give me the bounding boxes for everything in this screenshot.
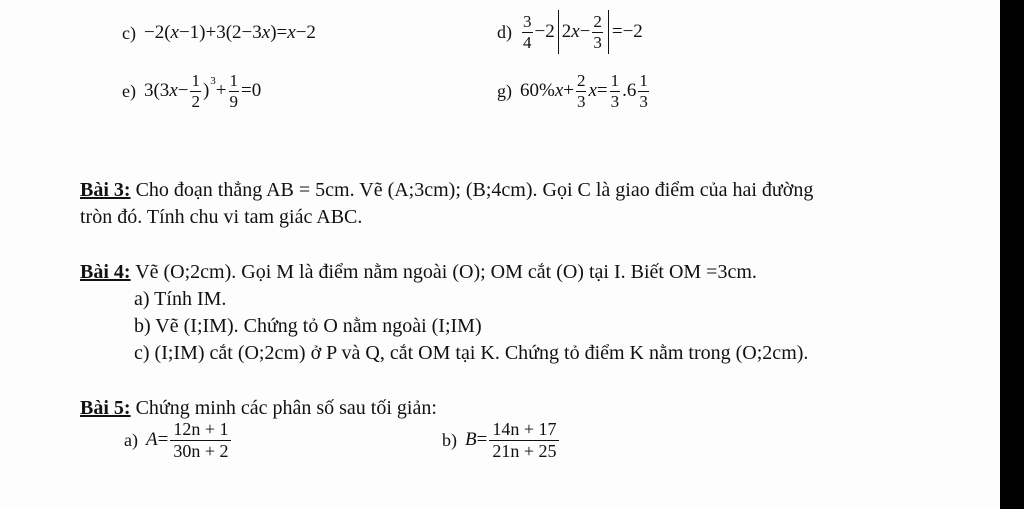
exercise-e-plus: + [215, 80, 227, 102]
bai5-line1 [80, 396, 437, 421]
exercise-c-pre: −2( [143, 22, 171, 43]
bai5-a-frac [170, 420, 231, 461]
exercise-c-x1: x [170, 22, 179, 43]
bai5-b-eq: = [476, 429, 488, 451]
exercise-e-close: ) [202, 80, 210, 102]
bai5-a-eq: = [157, 429, 169, 451]
exercise-g-mixed [622, 72, 651, 111]
exercise-g-frac2-num: 1 [610, 71, 620, 90]
exercise-g [497, 72, 651, 111]
exercise-d-x: x [571, 21, 580, 42]
bai4-item-b: b) Vẽ (I;IM). Chứng tỏ O nằm ngoài (I;IM) [134, 315, 482, 337]
exercise-g-frac1 [576, 72, 587, 111]
bai5-text1: Chứng minh các phân số sau tối giản: [130, 397, 437, 419]
bai5-b-label: b) [442, 429, 457, 450]
exercise-c-label: c) [122, 22, 136, 43]
exercise-e-frac1 [190, 72, 201, 111]
exercise-e-label: e) [122, 80, 136, 101]
exercise-d-inner-pre: 2 [561, 21, 572, 42]
exercise-g-frac2 [610, 72, 621, 111]
exercise-d-frac1-den: 4 [523, 32, 532, 52]
exercise-d [497, 10, 643, 54]
bai5-a-num: 12n + 1 [170, 420, 231, 441]
exercise-g-frac3-num: 1 [639, 71, 648, 90]
exercise-e-exp: 3 [210, 75, 216, 88]
exercise-c-x3: x [287, 22, 296, 43]
exercise-d-frac2 [592, 13, 603, 52]
abs-bar-left [558, 10, 559, 54]
exercise-c-mid1: −1)+3(2−3 [178, 22, 262, 43]
exercise-g-pre: 60% [520, 80, 555, 102]
bai4-text1: Vẽ (O;2cm). Gọi M là điểm nằm ngoài (O); OM cắt (O) tại I. Biết OM =3cm. [130, 261, 757, 283]
exercise-d-frac1-num: 3 [523, 11, 532, 31]
exercise-e-minus: − [177, 80, 189, 102]
bai3-title: Bài 3: [80, 179, 131, 201]
exercise-g-x1: x [554, 80, 564, 102]
bai3-line2: tròn đó. Tính chu vi tam giác ABC. [80, 206, 363, 228]
bai4-line1 [80, 260, 757, 285]
bai3-text1: Cho đoạn thẳng AB = 5cm. Vẽ (A;3cm); (B;4cm). Gọi C là giao điểm của hai đường [130, 179, 814, 201]
abs-bar-right [608, 10, 609, 54]
exercise-e-x: x [169, 80, 178, 102]
exercise-g-frac2-den: 3 [610, 91, 620, 111]
exercise-d-inner-minus: − [579, 21, 591, 42]
exercise-d-rhs: =−2 [611, 21, 643, 42]
exercise-e-frac2-num: 1 [229, 71, 239, 90]
exercise-g-frac1-num: 2 [576, 71, 586, 90]
exercise-c-mid2: )= [270, 22, 288, 43]
exercise-g-frac3-den: 3 [639, 91, 648, 111]
bai5-b-num: 14n + 17 [489, 420, 559, 441]
bai4-title: Bài 4: [80, 261, 131, 283]
exercise-g-label: g) [497, 80, 512, 101]
exercise-e [122, 72, 261, 111]
bai5-a [124, 420, 233, 461]
bai5-a-var: A [145, 429, 158, 451]
bai5-b [442, 420, 561, 461]
exercise-g-dot: .6 [622, 80, 637, 102]
bai5-a-den: 30n + 2 [173, 440, 229, 461]
exercise-e-frac1-num: 1 [191, 71, 200, 90]
bai5-a-label: a) [124, 429, 138, 450]
exercise-d-frac2-den: 3 [593, 32, 602, 52]
exercise-g-frac3 [638, 72, 649, 111]
exercise-d-label: d) [497, 21, 512, 42]
exercise-e-rhs: =0 [241, 80, 262, 102]
exercise-e-frac2 [229, 72, 240, 111]
bai5-b-var: B [465, 429, 477, 451]
exercise-d-minus2: −2 [534, 21, 555, 42]
exercise-g-x2: x [588, 80, 597, 102]
exercise-e-frac1-den: 2 [191, 91, 200, 111]
bai5-title: Bài 5: [80, 397, 131, 419]
bai4-item-a: a) Tính IM. [134, 288, 227, 310]
exercise-g-eq: = [596, 80, 608, 102]
exercise-c-x2: x [261, 22, 271, 43]
exercise-c-post: −2 [295, 22, 316, 43]
bai5-b-den: 21n + 25 [492, 440, 557, 461]
exercise-e-frac2-den: 9 [229, 91, 239, 111]
bai3-line1 [80, 178, 813, 203]
exercise-e-pre: 3(3 [143, 80, 170, 102]
exercise-c [122, 22, 316, 44]
bai4-item-c: c) (I;IM) cắt (O;2cm) ở P và Q, cắt OM tại K. Chứng tỏ điểm K nằm trong (O;2cm). [134, 342, 809, 364]
exercise-d-frac2-num: 2 [593, 11, 602, 31]
exercise-d-frac1 [522, 13, 533, 52]
bai5-b-frac [489, 420, 559, 461]
exercise-g-frac1-den: 3 [576, 91, 586, 111]
exercise-g-plus: + [563, 80, 574, 102]
